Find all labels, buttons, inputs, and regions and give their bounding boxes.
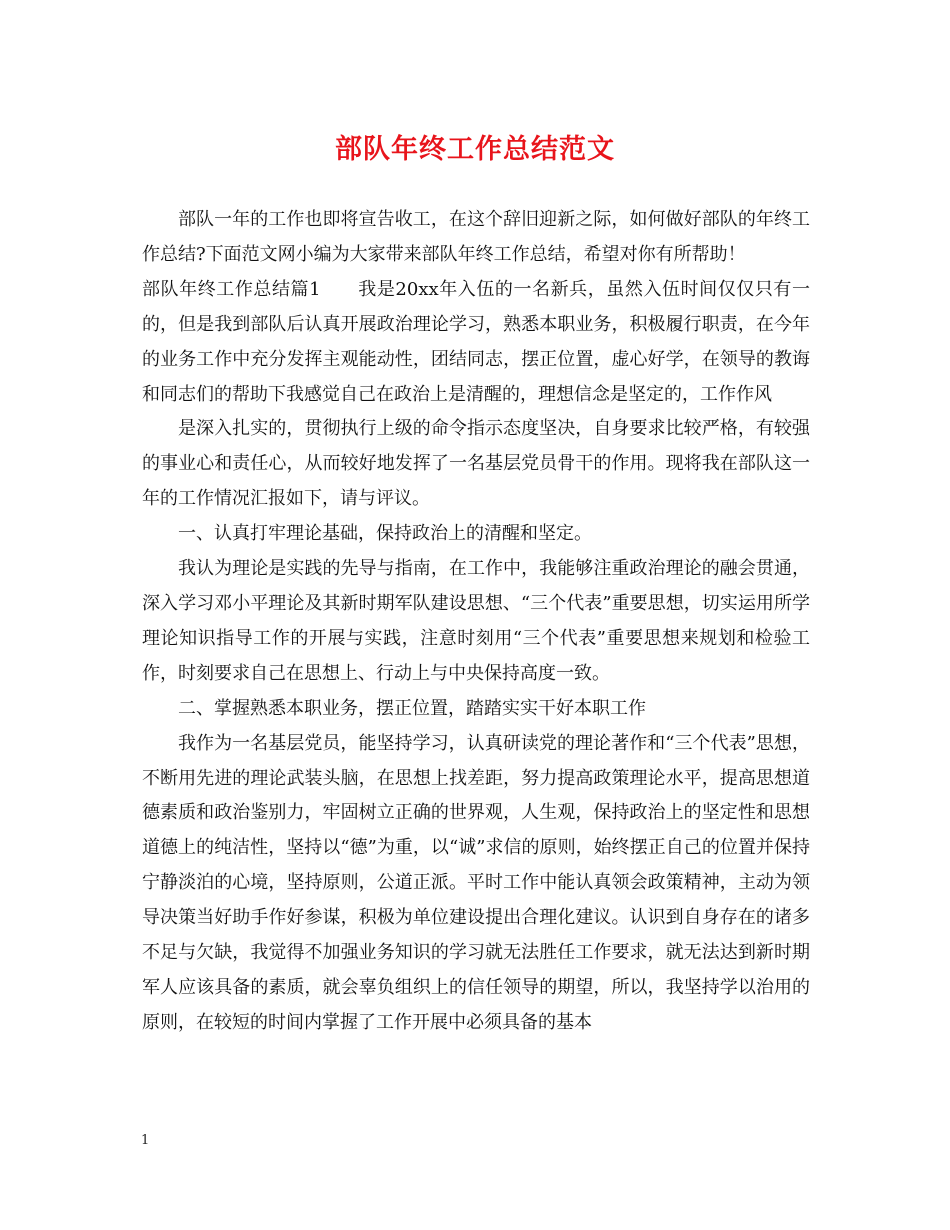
section-1-paragraph: 部队年终工作总结篇1 我是20xx年入伍的一名新兵，虽然入伍时间仅仅只有一的，但是我到部队后认真开展政治理论学习，熟悉本职业务，积极履行职责，在今年的业务工作中充分发挥主观能动性，团结同志，摆正位置，虚心好学，在领导的教诲和同志们的帮助下我感觉自己在政治上是清醒的，理想信念是坚定的，工作作风 — [142, 278, 810, 405]
work-paragraph: 我作为一名基层党员，能坚持学习，认真研读党的理论著作和“三个代表”思想，不断用先进的理论武装头脑，在思想上找差距，努力提高政策理论水平，提高思想道德素质和政治鉴别力，牢固树立正确的世界观，人生观，保持政治上的坚定性和思想道德上的纯洁性，坚持以“德”为重，以“诚”求信的原则，始终摆正自己的位置并保持宁静淡泊的心境，坚持原则，公道正派。平时工作中能认真领会政策精神，主动为领导决策当好助手作好参谋，积极为单位建设提出合理化建议。认识到自身存在的诸多不足与欠缺，我觉得不加强业务知识的学习就无法胜任工作要求，就无法达到新时期军人应该具备的素质，就会辜负组织上的信任领导的期望，所以，我坚持学以治用的原则，在较短的时间内掌握了工作开展中必须具备的基本 — [142, 732, 810, 1033]
continuation-paragraph: 是深入扎实的，贯彻执行上级的命令指示态度坚决，自身要求比较严格，有较强的事业心和责任心，从而较好地发挥了一名基层党员骨干的作用。现将我在部队这一年的工作情况汇报如下，请与评议。 — [142, 418, 810, 510]
heading-two: 二、掌握熟悉本职业务，摆正位置，踏踏实实干好本职工作 — [178, 697, 646, 719]
document-body — [142, 203, 810, 1041]
page-number: 1 — [141, 1133, 150, 1148]
heading-one: 一、认真打牢理论基础，保持政治上的清醒和坚定。 — [178, 523, 592, 545]
intro-paragraph: 部队一年的工作也即将宣告收工，在这个辞旧迎新之际，如何做好部队的年终工作总结?下面范文网小编为大家带来部队年终工作总结，希望对你有所帮助！ — [142, 209, 810, 265]
document-title: 部队年终工作总结范文 — [335, 134, 615, 165]
theory-paragraph: 我认为理论是实践的先导与指南，在工作中，我能够注重政治理论的融会贯通，深入学习邓小平理论及其新时期军队建设思想、“三个代表”重要思想，切实运用所学理论知识指导工作的开展与实践，注意时刻用“三个代表”重要思想来规划和检验工作，时刻要求自己在思想上、行动上与中央保持高度一致。 — [142, 558, 810, 684]
